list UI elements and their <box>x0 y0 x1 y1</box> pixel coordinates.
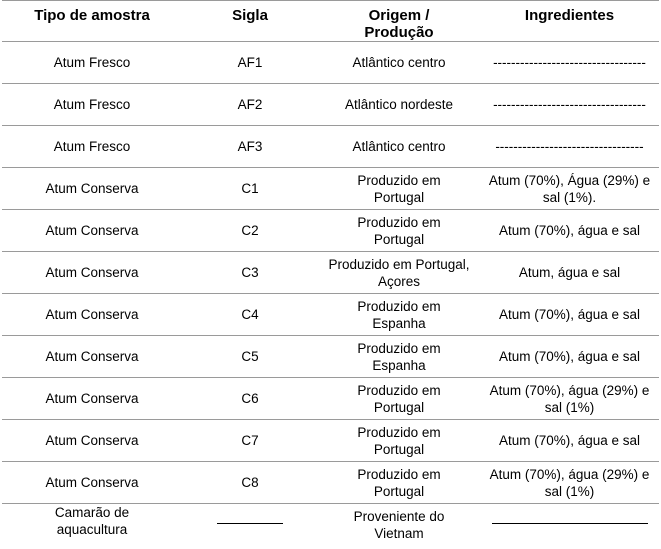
header-row <box>2 1 659 42</box>
cell-code: C1 <box>182 168 318 210</box>
table-row <box>2 420 659 462</box>
cell-origin: Proveniente do Vietnam <box>353 509 445 541</box>
table-row <box>2 336 659 378</box>
table-row <box>2 462 659 504</box>
cell-sample-type: Atum Fresco <box>2 126 182 168</box>
header-code: Sigla <box>182 1 318 42</box>
cell-ingredients: ---------------------------------- <box>480 84 659 126</box>
cell-ingredients: Atum (70%), Água (29%) e sal (1%). <box>480 168 659 210</box>
cell-ingredients: --------------------------------- <box>480 126 659 168</box>
cell-code: C7 <box>182 420 318 462</box>
cell-ingredients: Atum (70%), água (29%) e sal (1%) <box>480 378 659 420</box>
cell-ingredients: Atum, água e sal <box>480 252 659 294</box>
cell-ingredients: Atum (70%), água e sal <box>480 210 659 252</box>
table-row <box>2 168 659 210</box>
cell-code: C8 <box>182 462 318 504</box>
cell-code: C3 <box>182 252 318 294</box>
table-row <box>2 294 659 336</box>
cell-origin: Atlântico centro <box>318 126 480 168</box>
table-row <box>2 252 659 294</box>
cell-sample-type: Camarão de aquacultura <box>54 505 130 537</box>
cell-origin: Produzido em Portugal <box>318 378 480 420</box>
cell-ingredients: ---------------------------------- <box>480 42 659 84</box>
cell-code <box>182 504 318 543</box>
cell-origin: Produzido em Portugal <box>318 168 480 210</box>
cell-sample-type: Atum Conserva <box>2 462 182 504</box>
cell-ingredients: Atum (70%), água (29%) e sal (1%) <box>480 462 659 504</box>
empty-value-line <box>492 523 648 524</box>
cell-sample-type: Atum Conserva <box>2 336 182 378</box>
cell-sample-type: Atum Fresco <box>2 42 182 84</box>
cell-origin: Atlântico centro <box>318 42 480 84</box>
cell-sample-type: Atum Conserva <box>2 210 182 252</box>
cell-code: C4 <box>182 294 318 336</box>
cell-origin: Produzido em Portugal <box>318 420 480 462</box>
cell-sample-type: Atum Fresco <box>2 84 182 126</box>
cell-code: AF1 <box>182 42 318 84</box>
cell-origin: Produzido em Espanha <box>318 336 480 378</box>
cell-origin: Atlântico nordeste <box>318 84 480 126</box>
cell-code: C5 <box>182 336 318 378</box>
cell-code: AF3 <box>182 126 318 168</box>
cell-code: AF2 <box>182 84 318 126</box>
table-row <box>2 84 659 126</box>
cell-sample-type: Atum Conserva <box>2 294 182 336</box>
cell-origin: Produzido em Portugal, Açores <box>318 252 480 294</box>
table-row <box>2 42 659 84</box>
cell-ingredients <box>480 504 659 543</box>
cell-ingredients: Atum (70%), água e sal <box>480 294 659 336</box>
table-row <box>2 126 659 168</box>
header-sample-type: Tipo de amostra <box>2 1 182 42</box>
cell-sample-type: Atum Conserva <box>2 378 182 420</box>
cell-sample-type: Atum Conserva <box>2 168 182 210</box>
empty-value-line <box>217 523 283 524</box>
table-row <box>2 504 659 543</box>
header-ingredients: Ingredientes <box>480 1 659 42</box>
cell-origin: Produzido em Portugal <box>318 462 480 504</box>
cell-origin: Produzido em Portugal <box>318 210 480 252</box>
cell-origin: Produzido em Espanha <box>318 294 480 336</box>
cell-ingredients: Atum (70%), água e sal <box>480 420 659 462</box>
table-row <box>2 378 659 420</box>
cell-sample-type: Atum Conserva <box>2 420 182 462</box>
cell-ingredients: Atum (70%), água e sal <box>480 336 659 378</box>
header-origin: Origem / Produção <box>318 1 480 42</box>
cell-sample-type: Atum Conserva <box>2 252 182 294</box>
cell-code: C6 <box>182 378 318 420</box>
samples-table <box>2 0 659 542</box>
cell-code: C2 <box>182 210 318 252</box>
table-row <box>2 210 659 252</box>
